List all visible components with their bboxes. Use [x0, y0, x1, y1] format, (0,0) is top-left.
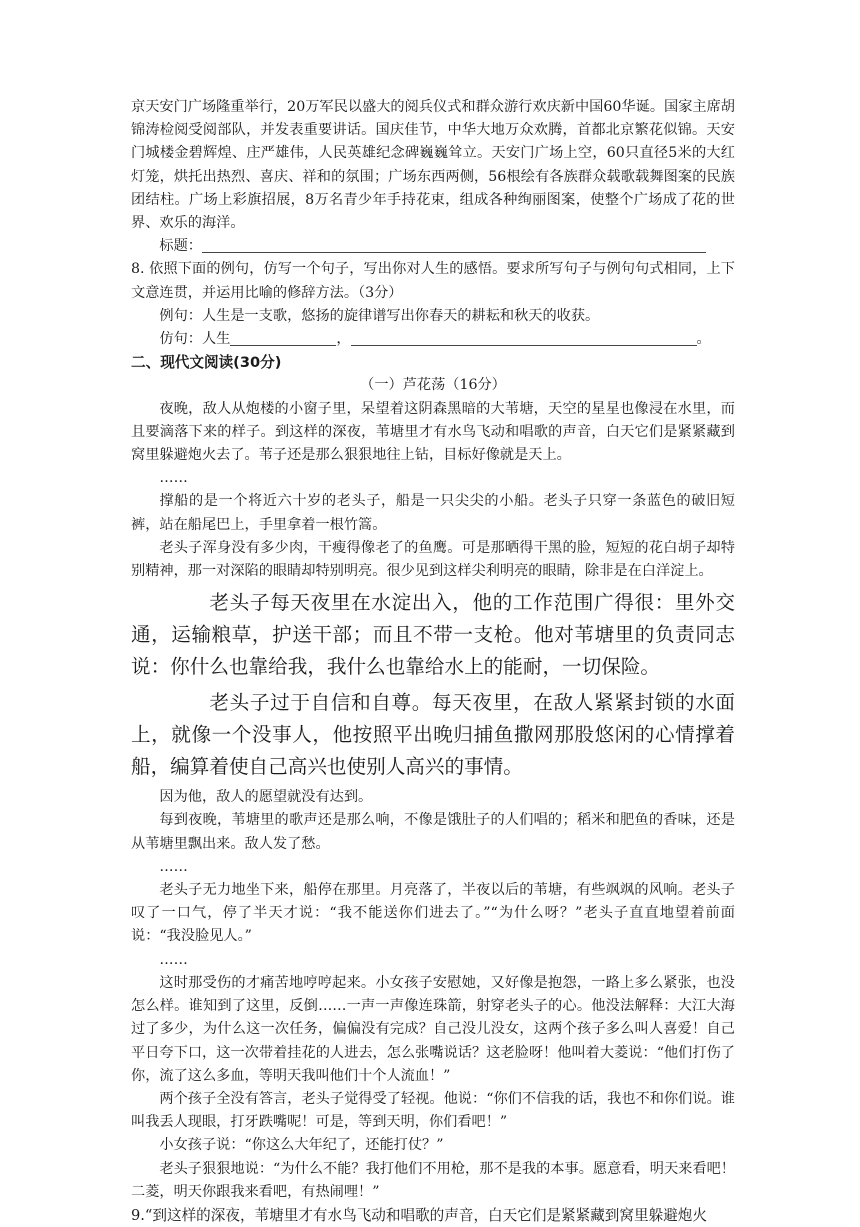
paragraph-9: 这时那受伤的才痛苦地哼哼起来。小女孩子安慰她，又好像是抱怨，一路上多么紧张，也没怎么样。谁知到了这里，反倒……一声一声像连珠箭，射穿老头子的心。他没法解释：大江大海过了多少，为什么这一次任务，偏偏没有完成？自己没儿没女，这两个孩子多么叫人喜爱！自己平日夸下口，这一次带着挂花的人进去，怎么张嘴说话？这老脸呀！他叫着大菱说：“他们打伤了你，流了这么多血，等明天我叫他们十个人流血！” — [131, 974, 735, 1084]
page-content — [131, 96, 735, 1227]
paragraph-12: 老头子狠狠地说：“为什么不能？我打他们不用枪，那不是我的本事。愿意看，明天来看吧！二菱，明天你跟我来看吧，有热闹哩！” — [131, 1160, 735, 1200]
paragraph-5-large: 老头子过于自信和自尊。每天夜里，在敌人紧紧封锁的水面上，就像一个没事人，他按照平出晚归捕鱼撒网那股悠闲的心情撑着船，编算着使自己高兴也使别人高兴的事情。 — [131, 691, 735, 779]
title-label: 标题： — [159, 238, 202, 255]
paragraph-1: 夜晚，敌人从炮楼的小窗子里，呆望着这阴森黑暗的大苇塘，天空的星星也像浸在水里，而且要滴落下来的样子。到这样的深夜，苇塘里才有水鸟飞动和唱歌的声音，白天它们是紧紧藏到窝里躲避炮火去了。苇子还是那么狠狠地往上钻，目标好像就是天上。 — [131, 400, 735, 464]
imitate-blank-1[interactable] — [230, 330, 336, 346]
ellipsis-2: …… — [159, 858, 188, 875]
paragraph-10: 两个孩子全没有答言，老头子觉得受了轻视。他说：“你们不信我的话，我也不和你们说。谁叫我丢人现眼，打牙跌嘴呢！可是，等到天明，你们看吧！” — [131, 1090, 735, 1131]
question-8-stem: 8. 依照下面的例句，仿写一个句子，写出你对人生的感悟。要求所写句子与例句句式相同，上下文意连贯，并运用比喻的修辞方法。（3分） — [131, 261, 735, 301]
paragraph-4-large: 老头子每天夜里在水淀出入，他的工作范围广得很：里外交通，运输粮草，护送干部；而且不带一支枪。他对苇塘里的负责同志说：你什么也靠给我，我什么也靠给水上的能耐，一切保险。 — [131, 591, 735, 679]
imitate-blank-2[interactable] — [351, 330, 697, 346]
paragraph-11: 小女孩子说：“你这么大年纪了，还能打仗？” — [159, 1137, 444, 1154]
question-8-imitate-line — [131, 328, 735, 351]
passage-top: 京天安门广场隆重举行，20万军民以盛大的阅兵仪式和群众游行欢庆新中国60华诞。国家主席胡锦涛检阅受阅部队，并发表重要讲话。国庆佳节，中华大地万众欢腾，首都北京繁花似锦。天安门城楼金碧辉煌、庄严雄伟，人民英雄纪念碑巍巍耸立。天安门广场上空，60只直径5米的大红灯笼，烘托出热烈、喜庆、祥和的氛围；广场东西两侧，56根绘有各族群众载歌载舞图案的民族团结柱。广场上彩旗招展，8万名青少年手持花束，组成各种绚丽图案，使整个广场成了花的世界、欢乐的海洋。 — [131, 99, 735, 232]
imitate-comma: ， — [336, 331, 351, 348]
question-9-stem: 9.“到这样的深夜，苇塘里才有水鸟飞动和唱歌的声音，白天它们是紧紧藏到窝里躲避炮火 — [131, 1206, 707, 1224]
paragraph-8: 老头子无力地坐下来，船停在那里。月亮落了，半夜以后的苇塘，有些飒飒的风响。老头子叹了一口气，停了半天才说：“我不能送你们进去了。”“为什么呀？”老头子直直地望着前面说：“我没脸见人。” — [131, 882, 735, 945]
ellipsis-3: …… — [159, 951, 188, 968]
title-answer-blank[interactable] — [202, 237, 706, 253]
question-8-example: 例句：人生是一支歌，悠扬的旋律谱写出你春天的耕耘和秋天的收获。 — [159, 307, 600, 324]
imitate-label: 仿句：人生 — [159, 331, 231, 348]
subsection-heading: （一）芦花荡（16分） — [360, 377, 506, 394]
title-line — [131, 235, 735, 258]
paragraph-3: 老头子浑身没有多少肉，干瘦得像老了的鱼鹰。可是那晒得干黑的脸，短短的花白胡子却特别精神，那一对深陷的眼睛却特别明亮。很少见到这样尖利明亮的眼睛，除非是在白洋淀上。 — [131, 539, 735, 580]
imitate-period: 。 — [696, 331, 711, 348]
ellipsis-1: …… — [159, 470, 188, 487]
paragraph-2: 撑船的是一个将近六十岁的老头子，船是一只尖尖的小船。老头子只穿一条蓝色的破旧短裤，站在船尾巴上，手里拿着一根竹篙。 — [131, 493, 735, 533]
paragraph-6: 因为他，敌人的愿望就没有达到。 — [159, 789, 373, 806]
section-heading: 二、现代文阅读(30分) — [131, 354, 282, 372]
paragraph-7: 每到夜晚，苇塘里的歌声还是那么响，不像是饿肚子的人们唱的；稻米和肥鱼的香味，还是从苇塘里飘出来。敌人发了愁。 — [131, 812, 735, 852]
